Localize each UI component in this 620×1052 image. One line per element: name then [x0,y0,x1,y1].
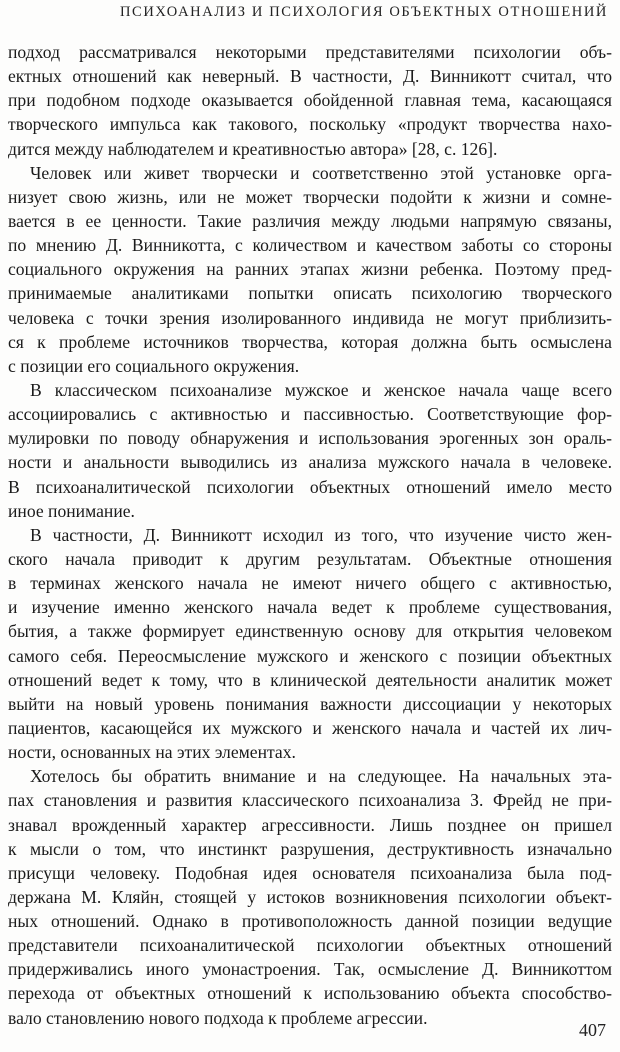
text-line: придерживались иного умонастроения. Так, осмысление Д. Винникоттом [8,959,612,980]
text-line: Хотелось бы обратить внимание и на следующее. На начальных эта- [30,766,612,787]
text-line: присущи человеку. Подобная идея основателя психоанализа была под- [8,862,612,883]
text-line: ности и анальности выводились из анализа мужского начала в человеке. [8,452,612,473]
text-line: Человек или живет творчески и соответственно этой установке орга- [30,162,612,183]
text-line: ассоциировались с активностью и пассивностью. Соответствующие фор- [8,404,612,425]
paragraph [8,764,612,1030]
text-line: В частности, Д. Винникотт исходил из того, что изучение чисто жен- [30,524,612,545]
text-line: к мысли о том, что инстинкт разрушения, деструктивность изначально [8,838,612,859]
text-line: пах становления и развития классического психоанализа З. Фрейд не при- [8,790,612,811]
text-line: принимаемые аналитиками попытки описать психологию творческого [8,283,612,304]
paragraph [8,523,612,764]
text-line: ся к проблеме источников творчества, которая должна быть осмыслена [8,331,612,352]
text-line: дится между наблюдателем и креативностью автора» [28, с. 126]. [8,138,498,159]
text-line: творческого импульса как такового, поскольку «продукт творчества нахо- [8,114,612,135]
page-number: 407 [579,1020,606,1040]
text-line: перехода от объектных отношений к использованию объекта способство- [8,983,612,1004]
running-header: ПСИХОАНАЛИЗ И ПСИХОЛОГИЯ ОБЪЕКТНЫХ ОТНОШЕНИЙ [119,4,608,20]
text-line: при подобном подходе оказывается обойденной главная тема, касающаяся [8,90,612,111]
text-line: вало становлению нового подхода к проблеме агрессии. [8,1007,428,1028]
text-line: иное понимание. [8,500,135,521]
text-line: ности, основанных на этих элементах. [8,742,296,763]
text-line: вается в ее ценности. Такие различия между людьми напрямую связаны, [8,210,612,231]
text-line: самого себя. Переосмысление мужского и женского с позиции объектных [8,645,612,666]
paragraph [8,40,612,161]
text-line: ектных отношений как неверный. В частности, Д. Винникотт считал, что [8,66,612,87]
text-line: и изучение именно женского начала ведет к проблеме существования, [8,597,612,618]
text-line: мулировки по поводу обнаружения и использования эрогенных зон ораль- [8,428,612,449]
paragraph [8,161,612,378]
text-line: подход рассматривался некоторыми представителями психологии объ- [8,42,612,62]
text-line: представители психоаналитической психологии объектных отношений [8,935,612,956]
text-line: по мнению Д. Винникотта, с количеством и качеством заботы со стороны [8,235,612,256]
text-line: держана М. Кляйн, стоящей у истоков возникновения психологии объект- [8,886,612,907]
text-line: человека с точки зрения изолированного индивида не могут приблизить- [8,307,612,328]
text-line: ского начала приводит к другим результатам. Объектные отношения [8,548,612,569]
body-text [8,40,612,1030]
paragraph [8,378,612,523]
text-line: знавал врожденный характер агрессивности. Лишь позднее он пришел [8,814,612,835]
text-line: В психоаналитической психологии объектных отношений имело место [8,476,612,497]
text-line: в терминах женского начала не имеют ничего общего с активностью, [8,573,612,594]
text-line: низует свою жизнь, или не может творчески подойти к жизни и сомне- [8,186,612,207]
text-line: социального окружения на ранних этапах жизни ребенка. Поэтому пред- [8,259,612,280]
text-line: ных отношений. Однако в противоположность данной позиции ведущие [8,911,612,932]
text-line: с позиции его социального окружения. [8,355,300,376]
text-line: отношений ведет к тому, что в клинической деятельности аналитик может [8,669,612,690]
text-line: пациентов, касающейся их мужского и женского начала и частей их лич- [8,717,612,738]
text-line: выйти на новый уровень понимания важности диссоциации у некоторых [8,693,612,714]
text-line: В классическом психоанализе мужское и женское начала чаще всего [30,379,612,400]
text-line: бытия, а также формирует единственную основу для открытия человеком [8,621,612,642]
